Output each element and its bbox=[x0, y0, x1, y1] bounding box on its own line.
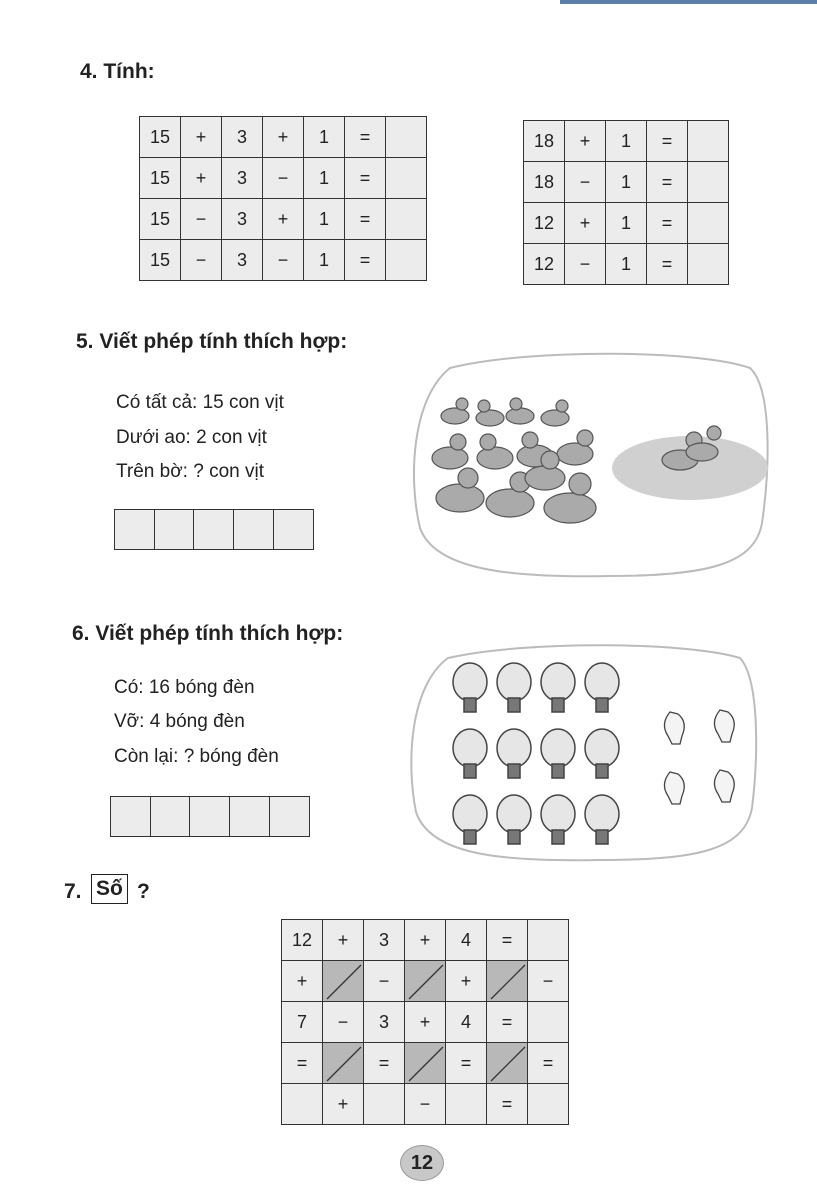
answer-cell[interactable] bbox=[386, 117, 427, 158]
table-cell: 1 bbox=[304, 117, 345, 158]
table-row bbox=[282, 1043, 569, 1084]
answer-cell[interactable] bbox=[229, 796, 270, 837]
ex5-title: 5. Viết phép tính thích hợp: bbox=[76, 330, 348, 353]
ex5-answer-boxes bbox=[114, 509, 314, 550]
ex6-answer-boxes bbox=[110, 796, 310, 837]
table-cell: + bbox=[565, 121, 606, 162]
light-bulb-icon bbox=[585, 795, 619, 844]
light-bulbs-icon bbox=[408, 640, 760, 862]
answer-cell[interactable] bbox=[386, 158, 427, 199]
table-cell: = bbox=[647, 244, 688, 285]
answer-cell[interactable] bbox=[154, 509, 195, 550]
table-row bbox=[524, 121, 729, 162]
table-cell: 15 bbox=[140, 117, 181, 158]
ex6-title: 6. Viết phép tính thích hợp: bbox=[72, 622, 344, 645]
answer-cell[interactable] bbox=[193, 509, 234, 550]
table-cell: = bbox=[528, 1043, 569, 1084]
answer-cell[interactable] bbox=[273, 509, 314, 550]
light-bulb-icon bbox=[585, 663, 619, 712]
table-cell: = bbox=[647, 203, 688, 244]
table-cell: − bbox=[565, 244, 606, 285]
table-row bbox=[282, 961, 569, 1002]
table-cell: = bbox=[345, 240, 386, 281]
table-cell: = bbox=[345, 199, 386, 240]
table-cell: − bbox=[405, 1084, 446, 1125]
table-cell: = bbox=[487, 1084, 528, 1125]
table-cell: − bbox=[528, 961, 569, 1002]
table-row bbox=[140, 199, 427, 240]
table-row bbox=[140, 117, 427, 158]
table-cell: + bbox=[263, 199, 304, 240]
table-cell: 4 bbox=[446, 920, 487, 961]
shaded-cell bbox=[323, 1043, 364, 1084]
table-cell: 1 bbox=[606, 121, 647, 162]
answer-cell[interactable] bbox=[528, 1002, 569, 1043]
answer-cell[interactable] bbox=[528, 920, 569, 961]
shaded-cell bbox=[405, 961, 446, 1002]
ex4-title: 4. Tính: bbox=[80, 60, 155, 83]
ex5-pond-text: Dưới ao: 2 con vịt bbox=[116, 427, 267, 448]
table-cell: 1 bbox=[606, 162, 647, 203]
table-cell: 3 bbox=[222, 158, 263, 199]
light-bulb-icon bbox=[585, 729, 619, 778]
table-row bbox=[282, 920, 569, 961]
table-cell: 3 bbox=[222, 117, 263, 158]
ducks-pond-icon bbox=[410, 348, 770, 580]
shaded-cell bbox=[323, 961, 364, 1002]
answer-cell[interactable] bbox=[233, 509, 274, 550]
table-cell: 1 bbox=[304, 158, 345, 199]
table-cell: = bbox=[345, 158, 386, 199]
table-cell: 3 bbox=[364, 1002, 405, 1043]
table-cell: 7 bbox=[282, 1002, 323, 1043]
table-cell: − bbox=[181, 240, 222, 281]
table-cell: 1 bbox=[304, 199, 345, 240]
table-cell: 18 bbox=[524, 121, 565, 162]
table-cell: 12 bbox=[524, 203, 565, 244]
ex7-question-mark: ? bbox=[137, 880, 150, 903]
table-cell: 3 bbox=[222, 240, 263, 281]
light-bulb-icon bbox=[541, 795, 575, 844]
table-cell: 1 bbox=[606, 203, 647, 244]
table-cell: 1 bbox=[606, 244, 647, 285]
table-cell: 15 bbox=[140, 158, 181, 199]
table-cell: − bbox=[181, 199, 222, 240]
table-cell: + bbox=[263, 117, 304, 158]
table-row bbox=[524, 162, 729, 203]
page-number: 12 bbox=[400, 1145, 444, 1181]
table-row bbox=[524, 203, 729, 244]
shaded-cell bbox=[405, 1043, 446, 1084]
table-cell: − bbox=[263, 240, 304, 281]
table-cell: + bbox=[181, 158, 222, 199]
table-cell: = bbox=[282, 1043, 323, 1084]
answer-cell[interactable] bbox=[528, 1084, 569, 1125]
light-bulb-icon bbox=[497, 729, 531, 778]
ex5-shore-text: Trên bờ: ? con vịt bbox=[116, 461, 264, 482]
table-cell: − bbox=[323, 1002, 364, 1043]
answer-cell[interactable] bbox=[110, 796, 151, 837]
table-cell: + bbox=[446, 961, 487, 1002]
table-cell: 3 bbox=[222, 199, 263, 240]
ex7-so-box: Số bbox=[91, 874, 128, 904]
answer-cell[interactable] bbox=[114, 509, 155, 550]
table-cell: 12 bbox=[524, 244, 565, 285]
table-cell: − bbox=[263, 158, 304, 199]
ex4-left-table bbox=[139, 116, 427, 281]
shaded-cell bbox=[487, 1043, 528, 1084]
ex6-total-text: Có: 16 bóng đèn bbox=[114, 677, 255, 698]
answer-cell[interactable] bbox=[386, 240, 427, 281]
ex7-number: 7. bbox=[64, 880, 82, 903]
table-cell: + bbox=[282, 961, 323, 1002]
light-bulb-icon bbox=[497, 795, 531, 844]
light-bulb-icon bbox=[497, 663, 531, 712]
table-row bbox=[140, 240, 427, 281]
answer-cell[interactable] bbox=[386, 199, 427, 240]
table-cell: + bbox=[405, 920, 446, 961]
table-cell: 4 bbox=[446, 1002, 487, 1043]
answer-cell[interactable] bbox=[446, 1084, 487, 1125]
light-bulb-icon bbox=[541, 663, 575, 712]
table-row bbox=[282, 1084, 569, 1125]
table-cell: 18 bbox=[524, 162, 565, 203]
light-bulb-icon bbox=[453, 795, 487, 844]
table-cell: + bbox=[323, 920, 364, 961]
table-row bbox=[140, 158, 427, 199]
light-bulb-icon bbox=[453, 729, 487, 778]
answer-cell[interactable] bbox=[688, 203, 729, 244]
table-row bbox=[282, 1002, 569, 1043]
table-cell: 15 bbox=[140, 199, 181, 240]
ex6-broken-text: Vỡ: 4 bóng đèn bbox=[114, 711, 245, 732]
table-cell: − bbox=[364, 961, 405, 1002]
ex5-total-text: Có tất cả: 15 con vịt bbox=[116, 392, 284, 413]
table-cell: = bbox=[647, 121, 688, 162]
table-cell: = bbox=[364, 1043, 405, 1084]
table-cell: + bbox=[565, 203, 606, 244]
table-cell: = bbox=[487, 1002, 528, 1043]
table-cell: + bbox=[405, 1002, 446, 1043]
table-cell: = bbox=[487, 920, 528, 961]
light-bulb-icon bbox=[453, 663, 487, 712]
shaded-cell bbox=[487, 961, 528, 1002]
table-cell: 1 bbox=[304, 240, 345, 281]
table-cell: + bbox=[181, 117, 222, 158]
light-bulb-icon bbox=[541, 729, 575, 778]
ex6-remaining-text: Còn lại: ? bóng đèn bbox=[114, 746, 279, 767]
table-cell: − bbox=[565, 162, 606, 203]
top-border-line bbox=[560, 0, 817, 4]
table-row bbox=[524, 244, 729, 285]
table-cell: 12 bbox=[282, 920, 323, 961]
answer-cell[interactable] bbox=[688, 121, 729, 162]
answer-cell[interactable] bbox=[688, 244, 729, 285]
table-cell: 15 bbox=[140, 240, 181, 281]
answer-cell[interactable] bbox=[688, 162, 729, 203]
ex7-number-grid bbox=[281, 919, 569, 1125]
answer-cell[interactable] bbox=[189, 796, 230, 837]
answer-cell[interactable] bbox=[364, 1084, 405, 1125]
table-cell: = bbox=[345, 117, 386, 158]
table-cell: 3 bbox=[364, 920, 405, 961]
table-cell: = bbox=[446, 1043, 487, 1084]
answer-cell[interactable] bbox=[282, 1084, 323, 1125]
table-cell: + bbox=[323, 1084, 364, 1125]
table-cell: = bbox=[647, 162, 688, 203]
ex4-right-table bbox=[523, 120, 729, 285]
answer-cell[interactable] bbox=[269, 796, 310, 837]
answer-cell[interactable] bbox=[150, 796, 191, 837]
